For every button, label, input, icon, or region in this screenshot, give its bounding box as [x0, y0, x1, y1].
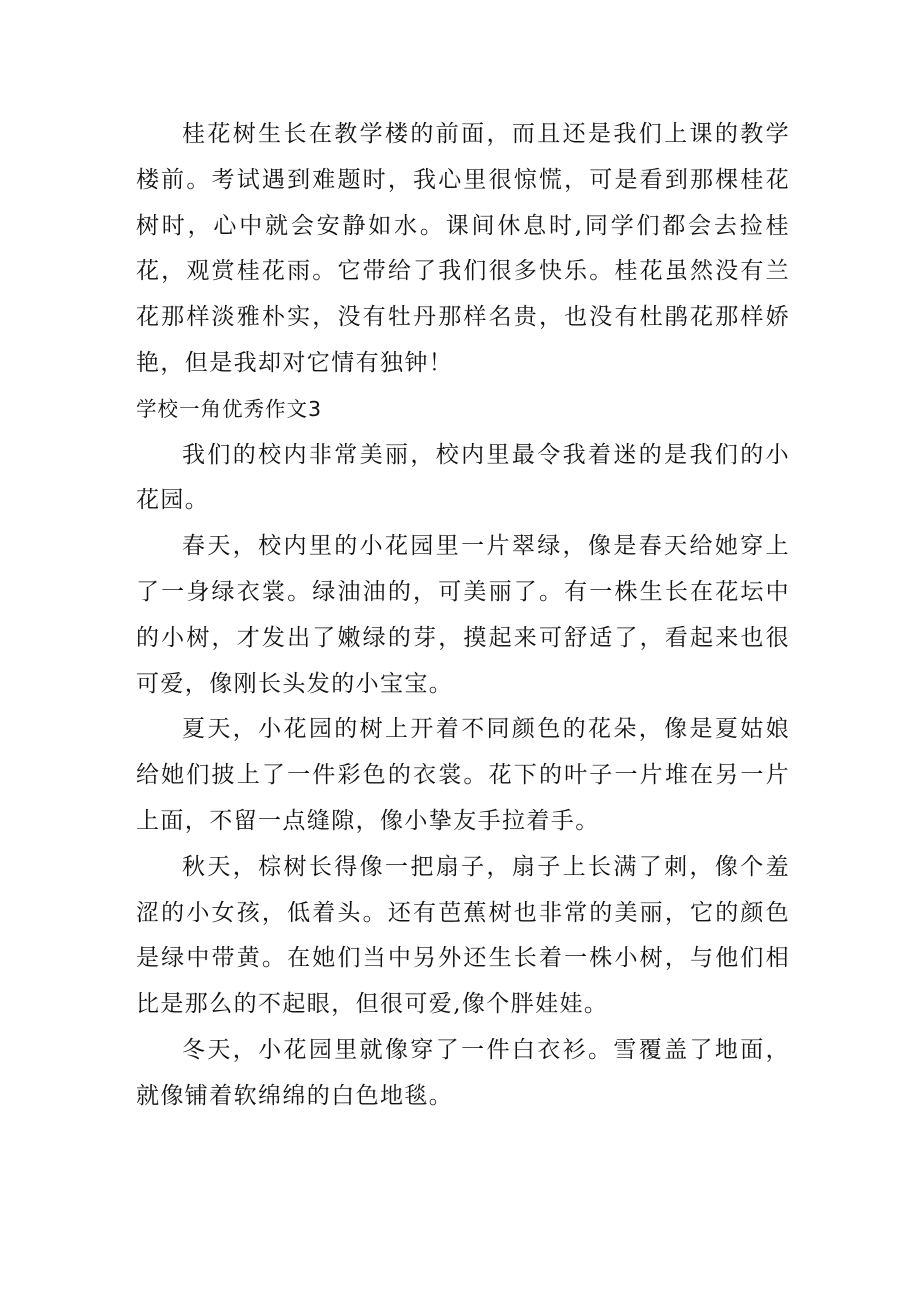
essay-heading: 学校一角优秀作文3 [136, 396, 323, 421]
paragraph-intro: 我们的校内非常美丽，校内里最令我着迷的是我们的小花园。 [136, 441, 790, 514]
paragraph-winter: 冬天，小花园里就像穿了一件白衣衫。雪覆盖了地面，就像铺着软绵绵的白色地毯。 [136, 1036, 790, 1109]
paragraph-osmanthus: 桂花树生长在教学楼的前面，而且还是我们上课的教学楼前。考试遇到难题时，我心里很惊慌，可是看到那棵桂花树时，心中就会安静如水。课间休息时,同学们都会去捡桂花，观赏桂花雨。它带给了我们很多快乐。桂花虽然没有兰花那样淡雅朴实，没有牡丹那样名贵，也没有杜鹃花那样娇艳，但是我却对它情有独钟！ [136, 121, 790, 376]
paragraph-spring: 春天，校内里的小花园里一片翠绿，像是春天给她穿上了一身绿衣裳。绿油油的，可美丽了。有一株生长在花坛中的小树，才发出了嫩绿的芽，摸起来可舒适了，看起来也很可爱，像刚长头发的小宝宝。 [136, 533, 790, 697]
paragraph-autumn: 秋天，棕树长得像一把扇子，扇子上长满了刺，像个羞涩的小女孩，低着头。还有芭蕉树也非常的美丽，它的颜色是绿中带黄。在她们当中另外还生长着一株小树，与他们相比是那么的不起眼，但很可爱,像个胖娃娃。 [136, 853, 790, 1018]
document-body [136, 112, 790, 1120]
paragraph-summer: 夏天，小花园的树上开着不同颜色的花朵，像是夏姑娘给她们披上了一件彩色的衣裳。花下的叶子一片堆在另一片上面，不留一点缝隙，像小挚友手拉着手。 [136, 716, 790, 834]
